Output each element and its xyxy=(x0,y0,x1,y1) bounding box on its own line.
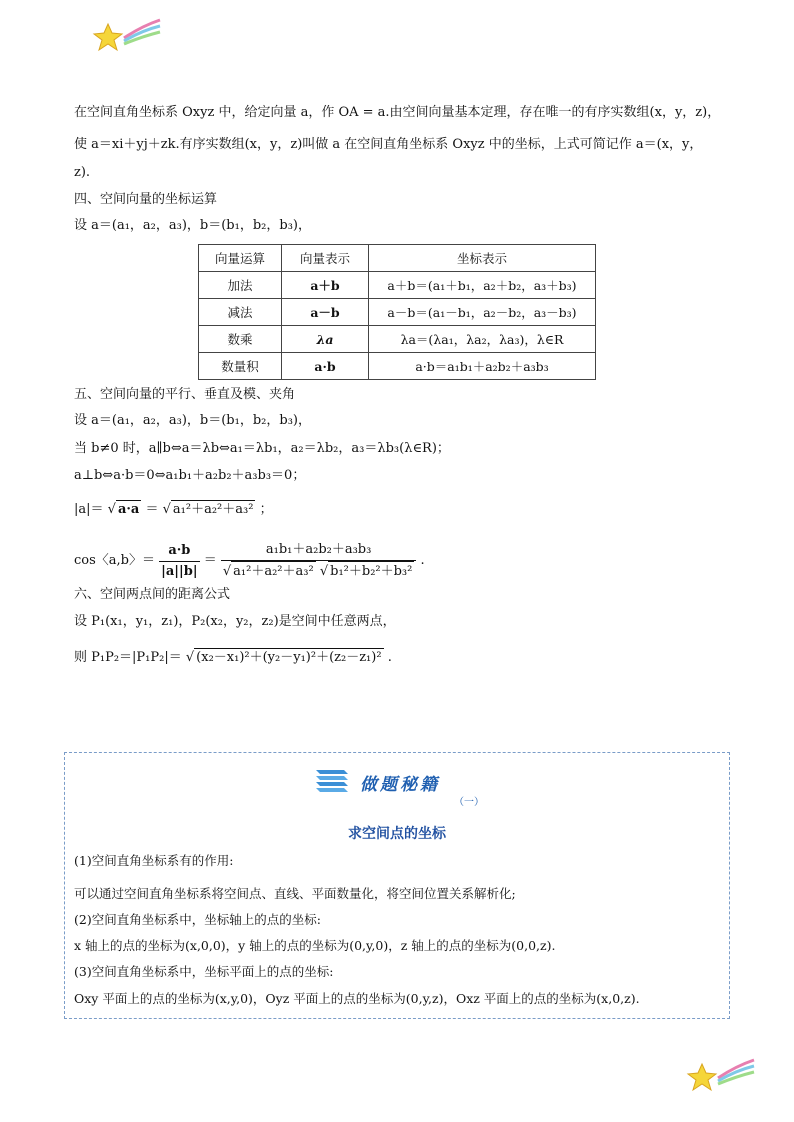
cos-num-1: a·b xyxy=(159,541,199,562)
table-cell: a－b xyxy=(282,299,369,326)
intro-line-3: z). xyxy=(74,165,91,180)
intro-line-2: 使 a＝xi＋yj＋zk.有序实数组(x，y，z)叫做 a 在空间直角坐标系 Oxyz 中的坐标，上式可简记作 a＝(x，y， xyxy=(74,137,703,152)
section-heading-4: 四、空间向量的坐标运算 xyxy=(74,192,218,207)
star-icon xyxy=(92,16,164,58)
table-row xyxy=(199,299,596,326)
table-cell: a·b＝a₁b₁＋a₂b₂＋a₃b₃ xyxy=(369,353,596,380)
table-cell: λa xyxy=(282,326,369,353)
table-cell: 数乘 xyxy=(199,326,282,353)
sqrt-sign: √ a·a xyxy=(107,502,140,517)
sqrt-sign: √ a₁²＋a₂²＋a₃² xyxy=(223,561,316,582)
modulus-formula xyxy=(74,500,273,519)
cos-den-1: |a||b| xyxy=(161,563,198,579)
distance-left: 则 P₁P₂＝|P₁P₂|＝ xyxy=(74,650,182,665)
stack-icon xyxy=(312,764,352,794)
modulus-eq: ＝ xyxy=(145,502,159,517)
table-header: 坐标表示 xyxy=(369,245,596,272)
modulus-radicand-1: a·a xyxy=(117,502,140,517)
table-row xyxy=(199,272,596,299)
cosine-formula xyxy=(74,540,425,582)
section5-setup: 设 a＝(a₁，a₂，a₃)，b＝(b₁，b₂，b₃)， xyxy=(74,413,311,428)
table-cell: a＋b＝(a₁＋b₁，a₂＋b₂，a₃＋b₃) xyxy=(369,272,596,299)
tip-badge: 做题秘籍 xyxy=(360,775,440,795)
distance-radicand: (x₂－x₁)²＋(y₂－y₁)²＋(z₂－z₁)² xyxy=(196,650,382,665)
cos-eq: ＝ xyxy=(203,553,217,568)
modulus-left: |a|＝ xyxy=(74,502,104,517)
tip-line: Oxy 平面上的点的坐标为(x,y,0)，Oyz 平面上的点的坐标为(0,y,z)，Oxz 平面上的点的坐标为(x,0,z). xyxy=(74,991,640,1006)
tip-line: (2)空间直角坐标系中，坐标轴上的点的坐标: xyxy=(74,912,321,927)
tip-line: x 轴上的点的坐标为(x,0,0)，y 轴上的点的坐标为(0,y,0)，z 轴上的点的坐标为(0,0,z). xyxy=(74,938,556,953)
table-cell: 减法 xyxy=(199,299,282,326)
table-header: 向量表示 xyxy=(282,245,369,272)
cos-den-2b: b₁²＋b₂²＋b₃² xyxy=(328,561,414,582)
perpendicular-condition: a⊥b⇔a·b＝0⇔a₁b₁＋a₂b₂＋a₃b₃＝0； xyxy=(74,468,306,483)
section-heading-5: 五、空间向量的平行、垂直及模、夹角 xyxy=(74,387,296,402)
cos-den-2a: a₁²＋a₂²＋a₃² xyxy=(231,561,316,582)
modulus-end: ； xyxy=(259,502,273,517)
section-heading-6: 六、空间两点间的距离公式 xyxy=(74,587,231,602)
table-cell: λa＝(λa₁，λa₂，λa₃)，λ∈R xyxy=(369,326,596,353)
tip-title: 求空间点的坐标 xyxy=(348,826,446,842)
sqrt-sign: √ b₁²＋b₂²＋b₃² xyxy=(320,561,415,582)
table-row xyxy=(199,353,596,380)
section4-setup: 设 a＝(a₁，a₂，a₃)，b＝(b₁，b₂，b₃)， xyxy=(74,218,311,233)
distance-end: . xyxy=(387,650,392,665)
star-icon xyxy=(686,1056,758,1098)
table-cell: a＋b xyxy=(282,272,369,299)
table-header-row xyxy=(199,245,596,272)
cos-end: . xyxy=(420,553,425,568)
tip-line: (1)空间直角坐标系有的作用: xyxy=(74,853,234,868)
tip-line: (3)空间直角坐标系中，坐标平面上的点的坐标: xyxy=(74,964,334,979)
modulus-radicand-2: a₁²＋a₂²＋a₃² xyxy=(172,502,254,517)
tip-line: 可以通过空间直角坐标系将空间点、直线、平面数量化，将空间位置关系解析化; xyxy=(74,886,516,901)
table-cell: 加法 xyxy=(199,272,282,299)
table-cell: a·b xyxy=(282,353,369,380)
section6-setup: 设 P₁(x₁，y₁，z₁)，P₂(x₂，y₂，z₂)是空间中任意两点， xyxy=(74,614,396,629)
sqrt-sign: √ a₁²＋a₂²＋a₃² xyxy=(162,502,254,517)
table-header: 向量运算 xyxy=(199,245,282,272)
cos-fraction-2 xyxy=(221,540,417,582)
cos-den-2 xyxy=(221,561,417,582)
cos-left: cos〈a,b〉＝ xyxy=(74,553,155,568)
distance-formula xyxy=(74,648,392,667)
sqrt-sign: √ (x₂－x₁)²＋(y₂－y₁)²＋(z₂－z₁)² xyxy=(185,650,382,665)
vector-operation-table xyxy=(198,244,596,380)
parallel-condition: 当 b≠0 时，a∥b⇔a＝λb⇔a₁＝λb₁，a₂＝λb₂，a₃＝λb₃(λ∈R)； xyxy=(74,441,450,456)
table-row xyxy=(199,326,596,353)
table-cell: 数量积 xyxy=(199,353,282,380)
cos-fraction-1 xyxy=(159,541,199,582)
tip-badge-sub: （一） xyxy=(454,797,484,808)
table-cell: a－b＝(a₁－b₁，a₂－b₂，a₃－b₃) xyxy=(369,299,596,326)
intro-line-1: 在空间直角坐标系 Oxyz 中，给定向量 a，作 OA = a.由空间向量基本定理，存在唯一的有序实数组(x，y，z)， xyxy=(74,105,721,120)
cos-num-2: a₁b₁＋a₂b₂＋a₃b₃ xyxy=(221,540,417,561)
